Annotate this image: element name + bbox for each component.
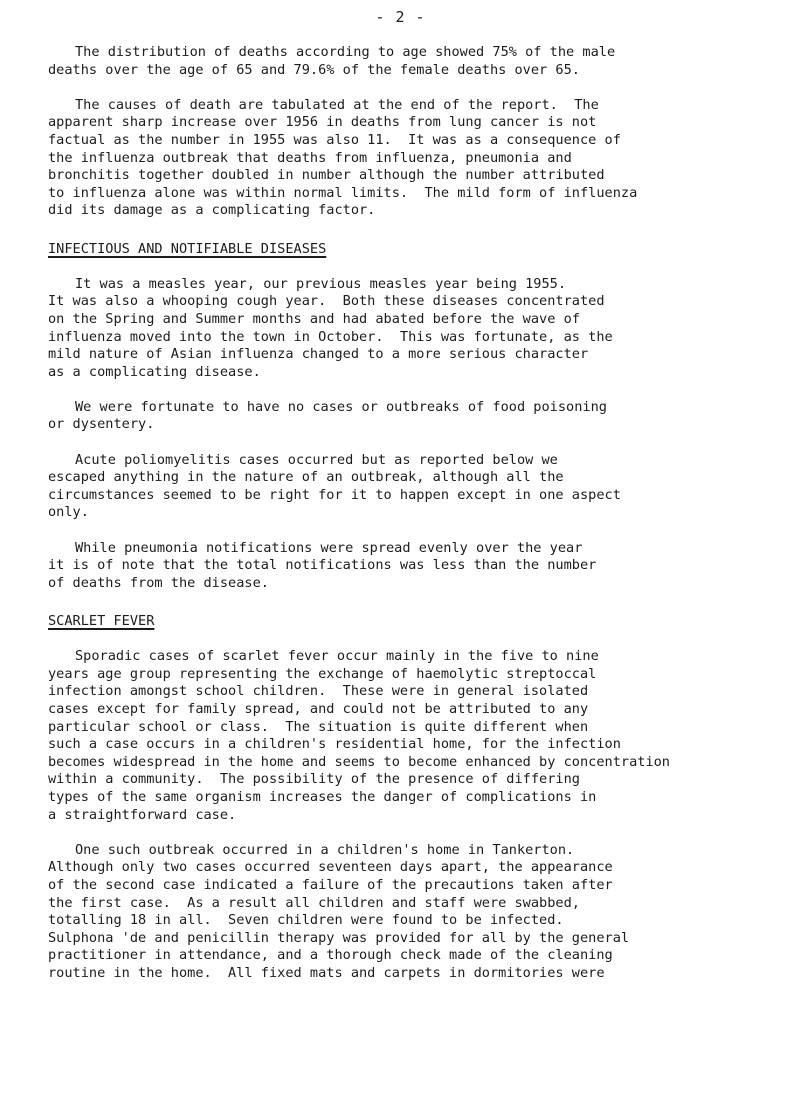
text-line: mild nature of Asian influenza changed to a more serious character <box>48 346 589 363</box>
text-line: as a complicating disease. <box>48 363 261 380</box>
page-number: - 2 - <box>375 8 426 26</box>
text-line: One such outbreak occurred in a children's home in Tankerton. <box>75 841 575 858</box>
text-line: Sporadic cases of scarlet fever occur mainly in the five to nine <box>75 648 599 665</box>
text-line: bronchitis together doubled in number although the number attributed <box>48 167 605 184</box>
text-line: becomes widespread in the home and seems to become enhanced by concentration <box>48 753 670 770</box>
paragraph-causes-of-death <box>48 97 796 220</box>
text-line: Sulphona 'de and penicillin therapy was provided for all by the general <box>48 929 630 946</box>
text-line: did its damage as a complicating factor. <box>48 202 376 219</box>
section-heading: SCARLET FEVER <box>48 613 155 629</box>
text-line: apparent sharp increase over 1956 in deaths from lung cancer is not <box>48 114 597 131</box>
text-line: influenza moved into the town in October. This was fortunate, as the <box>48 328 613 345</box>
text-line: Although only two cases occurred seventeen days apart, the appearance <box>48 859 613 876</box>
text-line: such a case occurs in a children's residential home, for the infection <box>48 736 621 753</box>
paragraph-scarlet-fever <box>48 648 796 824</box>
text-line: The causes of death are tabulated at the end of the report. The <box>75 96 599 113</box>
text-line: It was also a whooping cough year. Both these diseases concentrated <box>48 293 605 310</box>
paragraph-measles <box>48 276 796 382</box>
text-line: within a community. The possibility of the presence of differing <box>48 771 580 788</box>
text-line: it is of note that the total notifications was less than the number <box>48 557 597 574</box>
paragraph-age-distribution <box>48 44 796 79</box>
text-line: a straightforward case. <box>48 806 237 823</box>
text-line: totalling 18 in all. Seven children were found to be infected. <box>48 912 564 929</box>
text-line: on the Spring and Summer months and had abated before the wave of <box>48 310 580 327</box>
text-line: the first case. As a result all children and staff were swabbed, <box>48 894 580 911</box>
text-line: escaped anything in the nature of an outbreak, although all the <box>48 469 564 486</box>
section-heading-scarlet-fever <box>48 610 796 631</box>
text-line: cases except for family spread, and could not be attributed to any <box>48 700 589 717</box>
text-line: or dysentery. <box>48 416 155 433</box>
text-line: We were fortunate to have no cases or outbreaks of food poisoning <box>75 398 607 415</box>
text-line: only. <box>48 504 89 521</box>
text-line: particular school or class. The situation is quite different when <box>48 718 589 735</box>
document-body <box>48 44 796 982</box>
text-line: practitioner in attendance, and a thorough check made of the cleaning <box>48 947 613 964</box>
text-line: of the second case indicated a failure of the precautions taken after <box>48 876 613 893</box>
text-line: The distribution of deaths according to age showed 75% of the male <box>75 44 616 60</box>
text-line: While pneumonia notifications were spread evenly over the year <box>75 539 583 556</box>
paragraph-poliomyelitis <box>48 452 796 522</box>
text-line: to influenza alone was within normal limits. The mild form of influenza <box>48 184 638 201</box>
text-line: infection amongst school children. These were in general isolated <box>48 683 589 700</box>
text-line: Acute poliomyelitis cases occurred but as reported below we <box>75 451 558 468</box>
paragraph-food-poisoning <box>48 399 796 434</box>
section-heading: INFECTIOUS AND NOTIFIABLE DISEASES <box>48 240 327 257</box>
text-line: of deaths from the disease. <box>48 574 269 591</box>
text-line: It was a measles year, our previous measles year being 1955. <box>75 275 567 292</box>
text-line: routine in the home. All fixed mats and carpets in dormitories were <box>48 964 605 981</box>
text-line: deaths over the age of 65 and 79.6% of the female deaths over 65. <box>48 61 580 78</box>
section-heading-infectious <box>48 238 796 259</box>
text-line: the influenza outbreak that deaths from influenza, pneumonia and <box>48 149 572 166</box>
text-line: circumstances seemed to be right for it to happen except in one aspect <box>48 486 621 503</box>
text-line: factual as the number in 1955 was also 11. It was as a consequence of <box>48 131 621 148</box>
paragraph-pneumonia <box>48 540 796 593</box>
paragraph-tankerton-outbreak <box>48 842 796 983</box>
text-line: years age group representing the exchange of haemolytic streptoccal <box>48 665 597 682</box>
text-line: types of the same organism increases the danger of complications in <box>48 788 597 805</box>
